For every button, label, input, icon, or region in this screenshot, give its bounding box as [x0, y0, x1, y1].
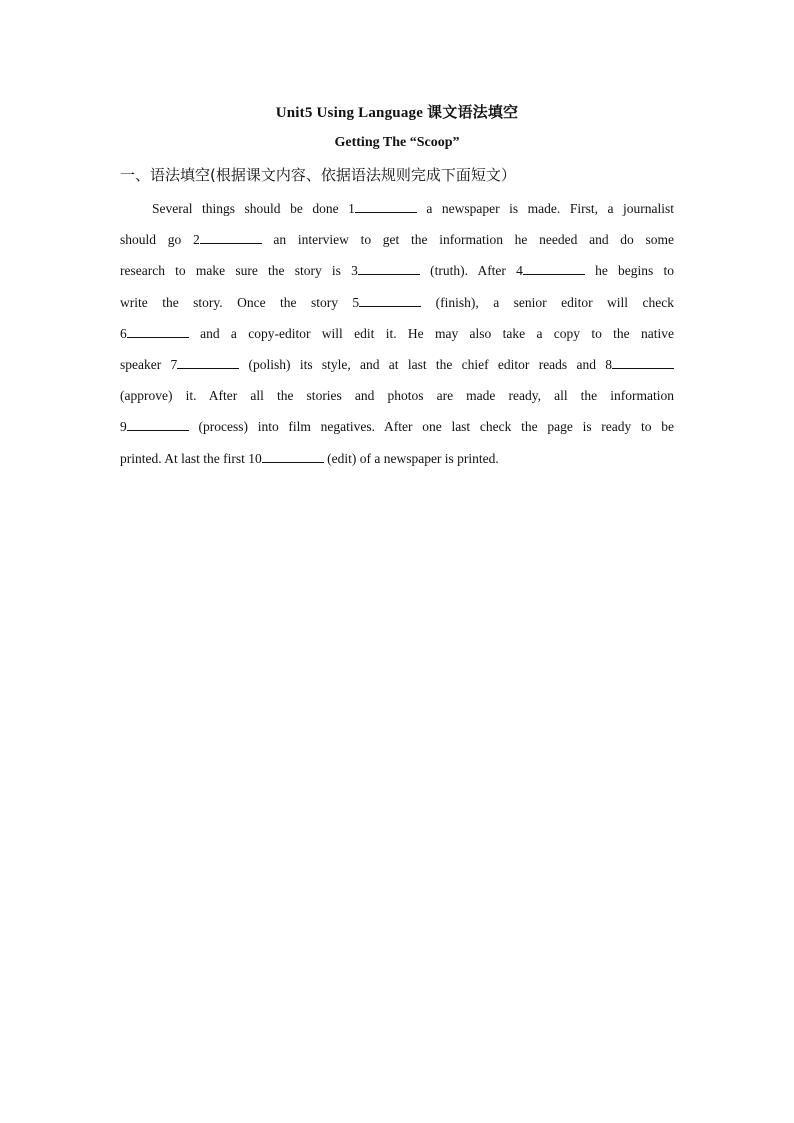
- answer-blank-1[interactable]: [355, 200, 417, 213]
- passage-text: (polish) its style, and at last the chief editor reads and 8: [239, 357, 612, 373]
- page-title: Unit5 Using Language 课文语法填空: [275, 105, 519, 121]
- passage-text: a newspaper is made. First, a journalist: [416, 201, 674, 216]
- passage-line: [120, 443, 674, 474]
- passage-line: [120, 318, 674, 349]
- passage-text: and a copy-editor will edit it. He may also take a copy to the native: [188, 325, 674, 341]
- passage-text: research to make sure the story is 3: [120, 263, 358, 279]
- passage-text: (truth). After 4: [419, 263, 523, 279]
- passage-line: [120, 193, 674, 224]
- answer-blank-4[interactable]: [523, 262, 585, 275]
- passage-text: 6: [120, 325, 127, 341]
- answer-blank-6[interactable]: [127, 325, 189, 338]
- section-heading: 一、语法填空(根据课文内容、依据语法规则完成下面短文）: [120, 166, 516, 184]
- answer-blank-7[interactable]: [177, 356, 239, 369]
- passage-line: [120, 349, 674, 380]
- answer-blank-8[interactable]: [612, 356, 674, 369]
- answer-blank-2[interactable]: [200, 231, 262, 244]
- passage-text: should go 2: [120, 232, 200, 248]
- passage-line: [120, 224, 674, 255]
- answer-blank-9[interactable]: [127, 418, 189, 431]
- passage-line: [120, 255, 674, 286]
- passage-text: (edit) of a newspaper is printed.: [323, 450, 499, 466]
- passage-text: he begins to: [584, 263, 675, 279]
- passage-text: 9: [120, 419, 127, 435]
- passage-line: [120, 380, 674, 411]
- passage-text: (finish), a senior editor will check: [421, 294, 674, 310]
- passage-text: printed. At last the first 10: [120, 450, 262, 466]
- passage-text: write the story. Once the story 5: [120, 294, 360, 310]
- passage-text: Several things should be done 1: [152, 201, 355, 216]
- passage-text: an interview to get the information he needed and do some: [261, 232, 674, 248]
- answer-blank-3[interactable]: [358, 262, 420, 275]
- passage-title: Getting The “Scoop”: [334, 135, 460, 150]
- cloze-passage: [120, 193, 674, 474]
- passage-line: [120, 287, 674, 318]
- passage-text: (approve) it. After all the stories and photos are made ready, all the information: [120, 388, 674, 404]
- passage-text: (process) into film negatives. After one last check the page is ready to be: [188, 419, 674, 435]
- answer-blank-10[interactable]: [262, 450, 324, 463]
- passage-text: speaker 7: [120, 357, 178, 373]
- answer-blank-5[interactable]: [359, 294, 421, 307]
- passage-line: [120, 411, 674, 442]
